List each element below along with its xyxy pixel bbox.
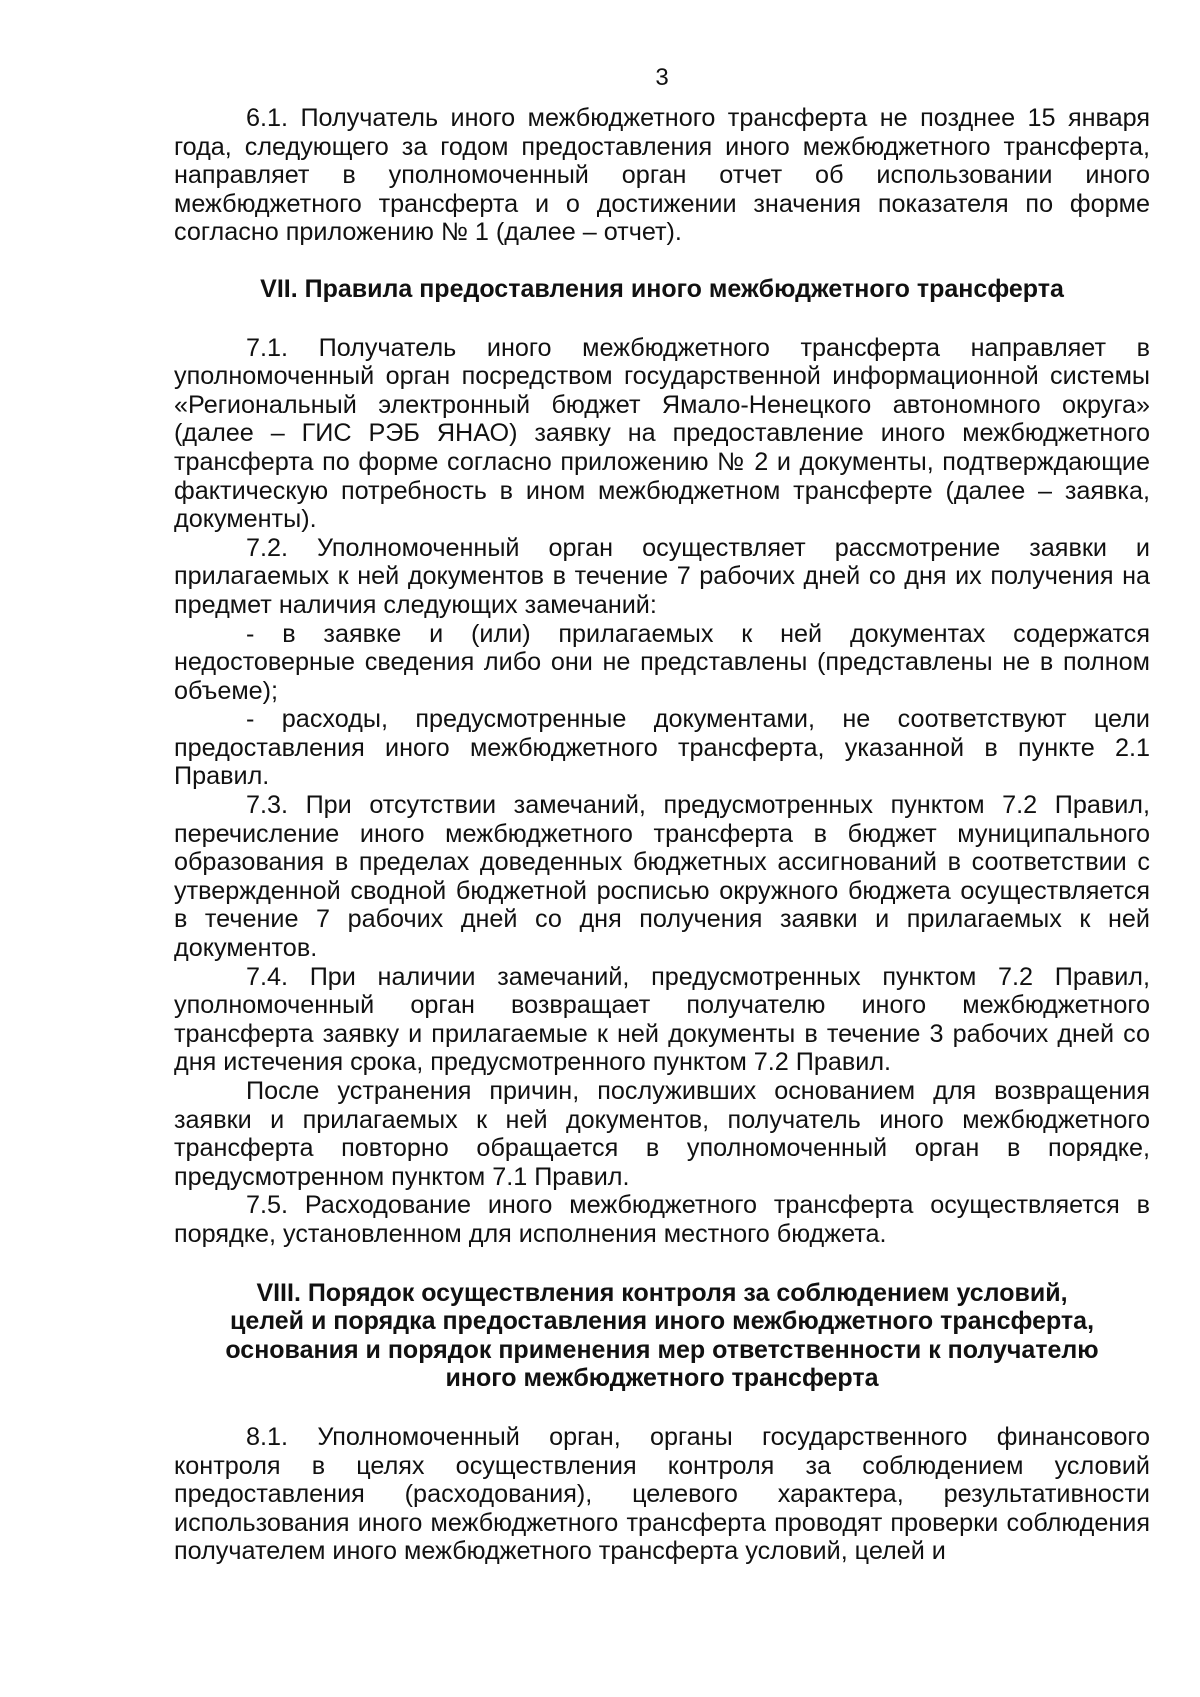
paragraph-8-1: 8.1. Уполномоченный орган, органы государственного финансового контроля в целях осуществления контроля за соблюдением условий предоставления (расходования), целевого характера, результативности использования иного межбюджетного трансферта проводят проверки соблюдения получателем иного межбюджетного трансферта условий, целей и [174, 1422, 1150, 1566]
paragraph-7-4-continued: После устранения причин, послуживших основанием для возвращения заявки и прилагаемых к ней документов, получатель иного межбюджетного трансферта повторно обращается в уполномоченный орган в порядке, предусмотренном пунктом 7.1 Правил. [174, 1077, 1150, 1191]
paragraph-7-4: 7.4. При наличии замечаний, предусмотренных пунктом 7.2 Правил, уполномоченный орган возвращает получателю иного межбюджетного трансферта заявку и прилагаемые к ней документы в течение 3 рабочих дней со дня истечения срока, предусмотренного пунктом 7.2 Правил. [174, 962, 1150, 1077]
section-viii-heading-line: иного межбюджетного трансферта [445, 1364, 879, 1393]
section-vii-heading: VII. Правила предоставления иного межбюджетного трансферта [260, 274, 1064, 303]
section-viii-heading-line: VIII. Порядок осуществления контроля за соблюдением условий, [256, 1278, 1068, 1307]
paragraph-7-2-item-b: - расходы, предусмотренные документами, не соответствуют цели предоставления иного межбюджетного трансферта, указанной в пункте 2.1 Правил. [174, 705, 1150, 791]
section-viii-heading [174, 1279, 1150, 1393]
document-page [174, 64, 1150, 1566]
paragraph-6-1: 6.1. Получатель иного межбюджетного трансферта не позднее 15 января года, следующего за годом предоставления иного межбюджетного трансферта, направляет в уполномоченный орган отчет об использовании иного межбюджетного трансферта и о достижении значения показателя по форме согласно приложению № 1 (далее – отчет). [174, 104, 1150, 247]
section-viii-heading-line: целей и порядка предоставления иного межбюджетного трансферта, [229, 1307, 1095, 1336]
paragraph-7-2: 7.2. Уполномоченный орган осуществляет рассмотрение заявки и прилагаемых к ней документов в течение 7 рабочих дней со дня их получения на предмет наличия следующих замечаний: [174, 533, 1150, 619]
paragraph-7-5: 7.5. Расходование иного межбюджетного трансферта осуществляется в порядке, установленном для исполнения местного бюджета. [174, 1191, 1150, 1248]
paragraph-7-1: 7.1. Получатель иного межбюджетного трансферта направляет в уполномоченный орган посредством государственной информационной системы «Региональный электронный бюджет Ямало-Ненецкого автономного округа» (далее – ГИС РЭБ ЯНАО) заявку на предоставление иного межбюджетного трансферта по форме согласно приложению № 2 и документы, подтверждающие фактическую потребность в ином межбюджетном трансферте (далее – заявка, документы). [174, 333, 1150, 534]
paragraph-7-3: 7.3. При отсутствии замечаний, предусмотренных пунктом 7.2 Правил, перечисление иного межбюджетного трансферта в бюджет муниципального образования в пределах доведенных бюджетных ассигнований в соответствии с утвержденной сводной бюджетной росписью окружного бюджета осуществляется в течение 7 рабочих дней со дня получения заявки и прилагаемых к ней документов. [174, 791, 1150, 963]
page-number: 3 [655, 64, 669, 91]
paragraph-7-2-item-a: - в заявке и (или) прилагаемых к ней документах содержатся недостоверные сведения либо они не представлены (представлены не в полном объеме); [174, 619, 1150, 705]
section-viii-heading-line: основания и порядок применения мер ответственности к получателю [225, 1335, 1099, 1364]
